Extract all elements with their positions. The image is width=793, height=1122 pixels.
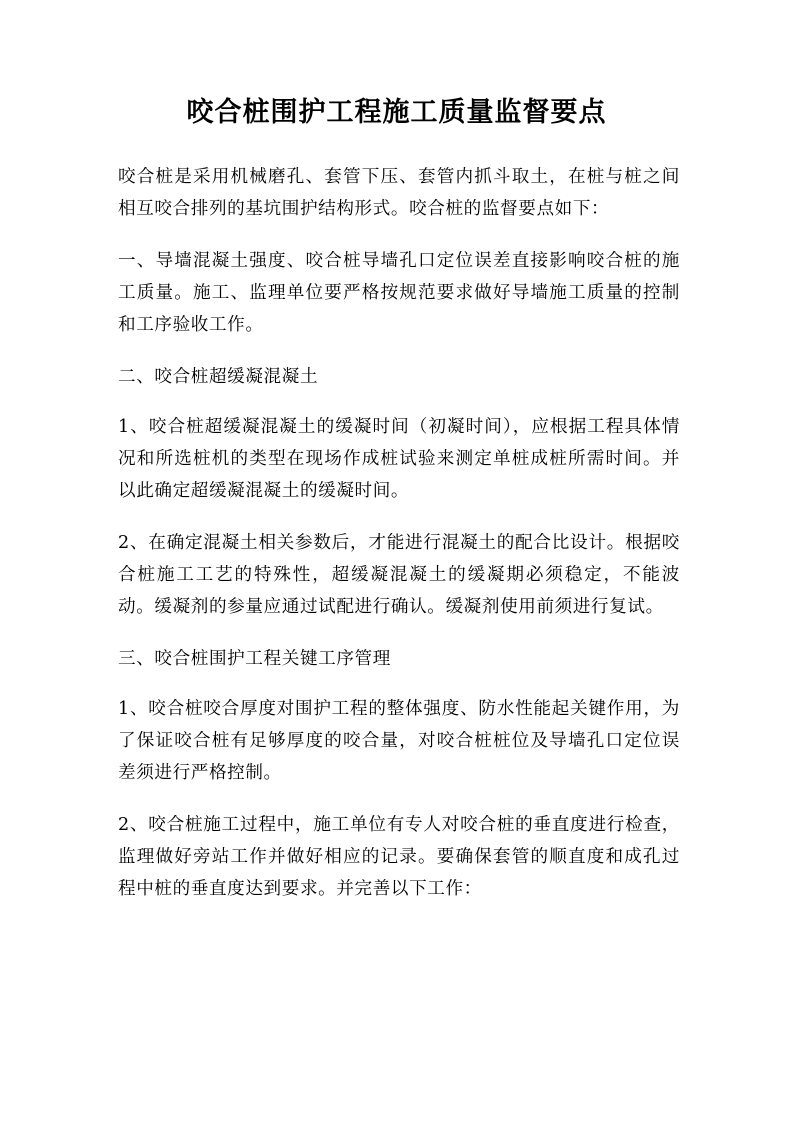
paragraph-2-2: 2、在确定混凝土相关参数后，才能进行混凝土的配合比设计。根据咬合桩施工工艺的特殊性，超缓凝混凝土的缓凝期必须稳定，不能波动。缓凝剂的参量应通过试配进行确认。缓凝剂使用前须进行复试。 <box>118 533 680 617</box>
document-title: 咬合桩围护工程施工质量监督要点 <box>186 97 607 128</box>
paragraph-3-1: 1、咬合桩咬合厚度对围护工程的整体强度、防水性能起关键作用，为了保证咬合桩有足够厚度的咬合量，对咬合桩桩位及导墙孔口定位误差须进行严格控制。 <box>118 699 680 783</box>
paragraph-section-1: 一、导墙混凝土强度、咬合桩导墙孔口定位误差直接影响咬合桩的施工质量。施工、监理单位要严格按规范要求做好导墙施工质量的控制和工序验收工作。 <box>118 251 680 335</box>
paragraph-3-2: 2、咬合桩施工过程中，施工单位有专人对咬合桩的垂直度进行检查，监理做好旁站工作并做好相应的记录。要确保套管的顺直度和成孔过程中桩的垂直度达到要求。并完善以下工作： <box>118 815 680 899</box>
paragraph-2-1: 1、咬合桩超缓凝混凝土的缓凝时间（初凝时间），应根据工程具体情况和所选桩机的类型在现场作成桩试验来测定单桩成桩所需时间。并以此确定超缓凝混凝土的缓凝时间。 <box>118 417 680 501</box>
section-heading-3: 三、咬合桩围护工程关键工序管理 <box>118 649 391 669</box>
document-body <box>118 161 680 925</box>
paragraph-intro: 咬合桩是采用机械磨孔、套管下压、套管内抓斗取土，在桩与桩之间相互咬合排列的基坑围护结构形式。咬合桩的监督要点如下： <box>118 167 680 219</box>
section-heading-2: 二、咬合桩超缓凝混凝土 <box>118 367 319 387</box>
